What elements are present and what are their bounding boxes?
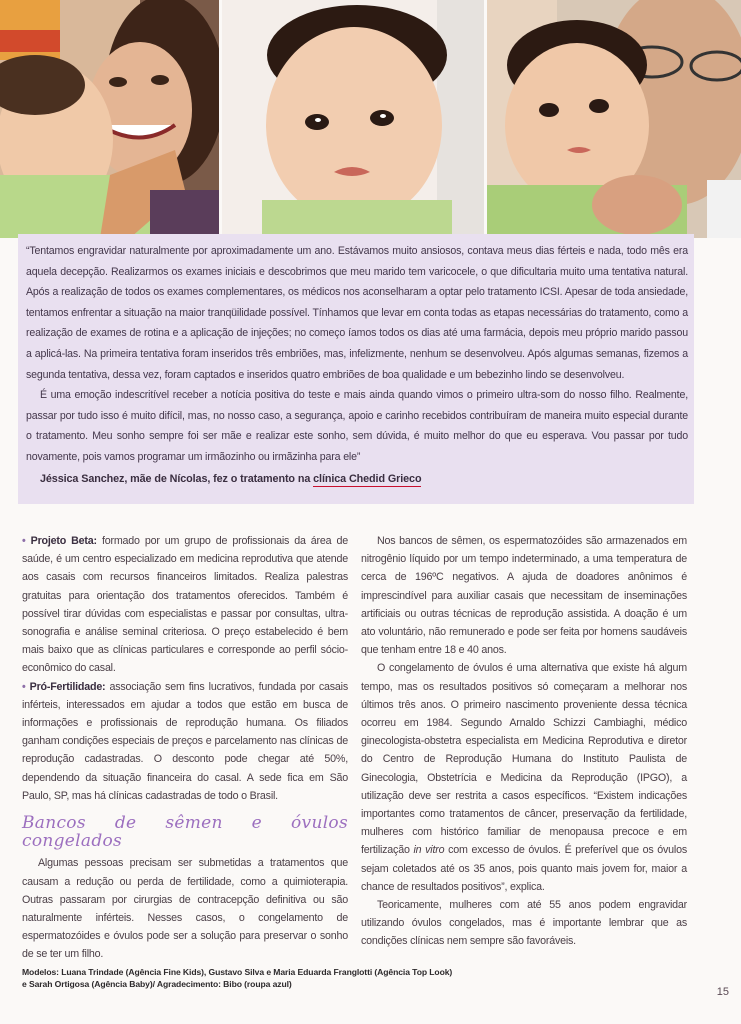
section-heading: Bancos de sêmen e óvulos congelados — [22, 813, 348, 852]
credits-line: Modelos: Luana Trindade (Agência Fine Kids), Gustavo Silva e Maria Eduarda Franglotti (Agência Top Look) — [22, 967, 453, 977]
pro-fertilidade-item — [22, 678, 348, 805]
photo-credits — [22, 966, 452, 990]
photo-strip — [0, 0, 741, 238]
projeto-beta-title: Projeto Beta: — [30, 535, 97, 547]
testimonial-paragraph: É uma emoção indescritível receber a notícia positiva do teste e mais ainda quando vimos o primeiro ultra-som do nosso filho. Realmente, passar por tudo isso é muito difícil, mas, no nosso caso, a segurança, apoio e carinho recebidos contribuíram de maneira muito especial durante o tratamento. Meu sonho sempre foi ser mãe e realizar este sonho, sem dúvida, é muito melhor do que eu esperava. Vou passar por tudo novamente, pois vamos programar um irmãozinho ou irmãzinha para ele” — [26, 389, 688, 463]
clinic-name: clínica Chedid Grieco — [313, 472, 422, 485]
mother-kissing-baby-photo — [0, 0, 219, 238]
bullet-icon: • — [22, 535, 26, 547]
testimonial-author — [26, 469, 688, 490]
page-number: 15 — [716, 986, 729, 998]
pro-fertilidade-title: Pró-Fertilidade: — [29, 680, 106, 693]
paragraph-text: O congelamento de óvulos é uma alternativa que existe há algum tempo, mas os resultados positivos só começaram a melhorar nos últimos três anos. O primeiro nascimento proveniente dessa técnica ocorreu em 1984. Segundo Arnaldo Schizzi Cambiaghi, médico ginecologista-obstetra especialista em Medicina Reprodutiva e diretor do Centro de Reprodução Humana do Instituto Paulista de Ginecologia, Obstetrícia e Medicina da Reprodução (IPGO), a utilização deve ser restrita a casos específicos. “Existem indicações importantes como tratamentos de câncer, preservação da fertilidade, mulheres com histórico familiar de menopausa precoce e em fertilização — [361, 662, 687, 857]
bullet-icon: • — [22, 680, 26, 693]
section-paragraph: Algumas pessoas precisam ser submetidas a tratamentos que causam a redução ou perda de fertilidade, como a quimioterapia. Outras passaram por cirurgias de contracepção definitiva ou são naturalmente inférteis. Nesses casos, o congelamento de espermatozóides e óvulos pode ser a solução para preservar o sonho de se ter um filho. — [22, 857, 348, 961]
credits-line: e Sarah Ortigosa (Agência Baby)/ Agradecimento: Bibo (roupa azul) — [22, 979, 292, 989]
body-paragraph — [361, 659, 687, 896]
projeto-beta-text: formado por um grupo de profissionais da área de saúde, é um centro especializado em medicina reprodutiva que atende aos casais com recursos financeiros limitados. Realiza palestras gratuitas para orientação dos tratamentos oferecidos. Também é possível tirar dúvidas com especialistas e passar por consultas, ultra-sonografia e análise seminal criteriosa. O preço estabelecido é bem mais baixo que as clínicas particulares e corresponde ao perfil sócio-econômico do casal. — [22, 535, 348, 675]
right-column — [361, 532, 687, 951]
italic-term: in vitro — [413, 844, 445, 857]
testimonial-box — [18, 234, 694, 504]
projeto-beta-item — [22, 532, 348, 678]
left-column — [22, 532, 348, 964]
father-kissing-baby-photo — [487, 0, 741, 238]
body-paragraph: Teoricamente, mulheres com até 55 anos podem engravidar utilizando óvulos congelados, mas é importante lembrar que as condições clínicas nem sempre são favoráveis. — [361, 899, 687, 948]
baby-portrait-photo — [222, 0, 484, 238]
body-paragraph: Nos bancos de sêmen, os espermatozóides são armazenados em nitrogênio líquido por um tempo indeterminado, a uma temperatura de cerca de 196ºC negativos. A ajuda de doadores anônimos é imprescindível para auxiliar casais que necessitam de inseminações artificiais ou outras técnicas de reprodução assistida. A doação é um ato voluntário, não remunerado e pode ser feita por homens saudáveis que tenham entre 18 e 40 anos. — [361, 535, 687, 657]
author-text: Jéssica Sanchez, mãe de Nícolas, fez o tratamento na — [40, 472, 314, 485]
testimonial-paragraph: “Tentamos engravidar naturalmente por aproximadamente um ano. Estávamos muito ansiosos, contava meus dias férteis e nada, todo mês era aquela decepção. Realizarmos os exames iniciais e descobrimos que meu marido tem varicocele, o que dificultaria muito uma tentativa natural. Após a realização de todos os exames complementares, os médicos nos aconselharam a optar pelo tratamento ICSI. Apesar de toda ansiedade, tentamos enfrentar a situação na maior tranqüilidade possível. Tínhamos que levar em conta todas as etapas necessárias do tratamento, como a realização de exames de rotina e a aplicação de injeções; no começo íamos todos os dias até uma farmácia, depois meu próprio marido passou a aplicá-las. Na primeira tentativa foram inseridos três embriões, mas, infelizmente, nenhum se desenvolveu. Após algumas semanas, fizemos a segunda tentativa, dessa vez, foram captados e inseridos quatro embriões de boa qualidade e um bebezinho lindo se desenvolveu. — [26, 245, 688, 381]
paragraph-text: com excesso de óvulos. É preferível que os óvulos sejam coletados até os 35 anos, pois quanto mais jovem for, maior a chance de resultados positivos”, explica. — [361, 844, 687, 893]
pro-fertilidade-text: associação sem fins lucrativos, fundada por casais inférteis, interessados em ajudar a todos que estão em busca de informações e profissionais de reprodução humana. Os filiados ganham condições especiais de preços e parcelamento nas clínicas de reprodução cadastradas. O desconto pode chegar até 50%, dependendo da situação financeira do casal. A sede fica em São Paulo, SP, mas há clínicas cadastradas de todo o Brasil. — [22, 680, 348, 802]
